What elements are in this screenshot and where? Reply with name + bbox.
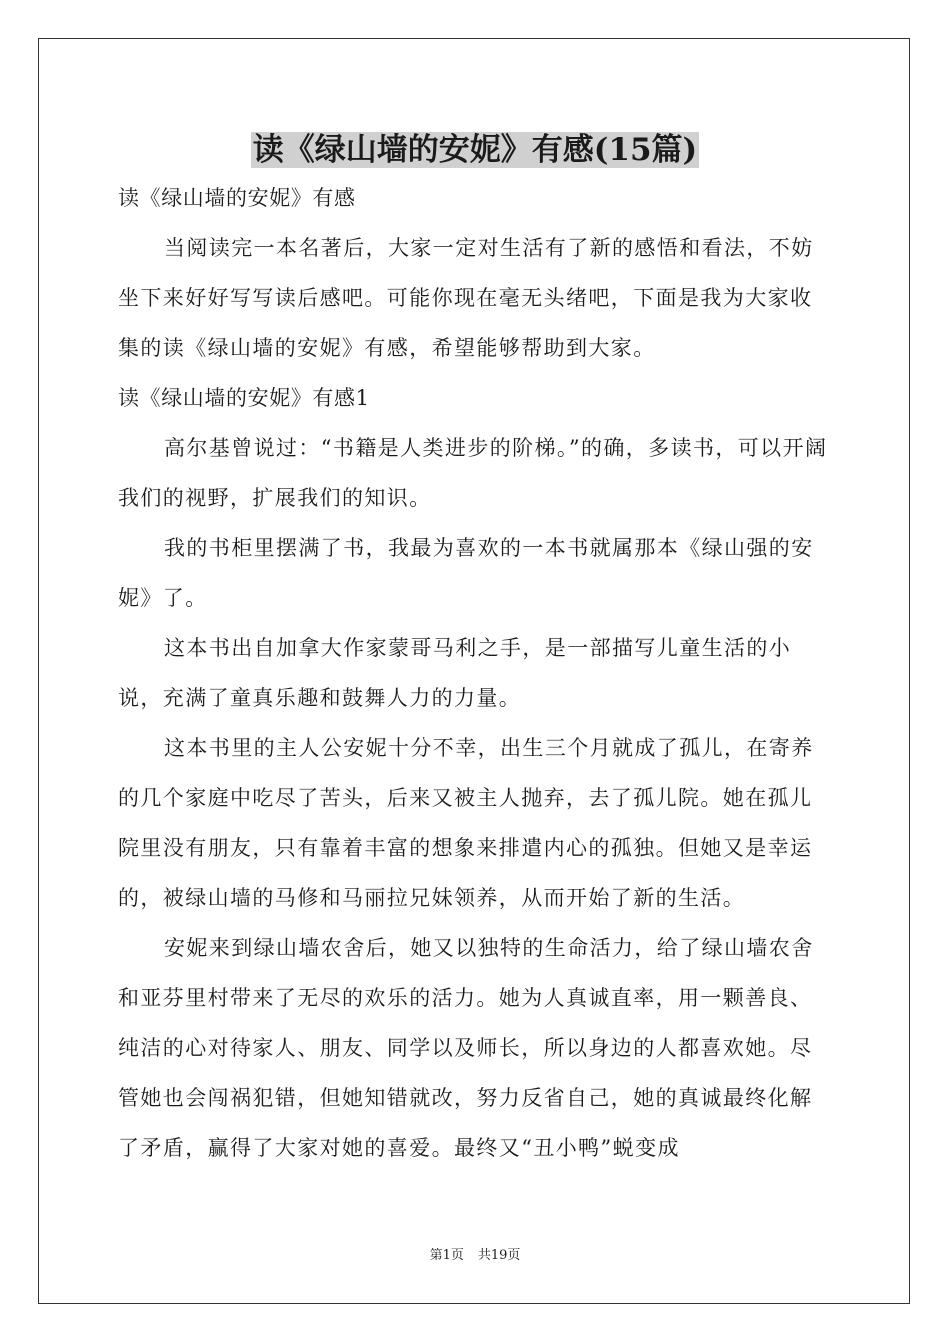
document-title-text: 读《绿山墙的安妮》有感(15篇) — [252, 132, 698, 168]
paragraph: 高尔基曾说过：“书籍是人类进步的阶梯。”的确，多读书，可以开阔我们的视野，扩展我们的知识。 — [118, 436, 828, 510]
paragraph: 这本书里的主人公安妮十分不幸，出生三个月就成了孤儿，在寄养的几个家庭中吃尽了苦头，后来又被主人抛弃，去了孤儿院。她在孤儿院里没有朋友，只有靠着丰富的想象来排遣内心的孤独。但她又是幸运的，被绿山墙的马修和马丽拉兄妹领养，从而开始了新的生活。 — [118, 736, 814, 910]
paragraph: 当阅读完一本名著后，大家一定对生活有了新的感悟和看法，不妨坐下来好好写写读后感吧。可能你现在毫无头绪吧，下面是我为大家收集的读《绿山墙的安妮》有感，希望能够帮助到大家。 — [118, 236, 814, 360]
section-heading: 读《绿山墙的安妮》有感 — [118, 186, 356, 210]
page-total: 共19页 — [477, 1248, 521, 1263]
section-heading: 读《绿山墙的安妮》有感1 — [118, 386, 370, 410]
paragraph: 我的书柜里摆满了书，我最为喜欢的一本书就属那本《绿山强的安妮》了。 — [118, 536, 814, 610]
paragraph: 这本书出自加拿大作家蒙哥马利之手，是一部描写儿童生活的小说，充满了童真乐趣和鼓舞人力的力量。 — [118, 636, 792, 710]
paragraph: 安妮来到绿山墙农舍后，她又以独特的生命活力，给了绿山墙农舍和亚芬里村带来了无尽的欢乐的活力。她为人真诚直率，用一颗善良、纯洁的心对待家人、朋友、同学以及师长，所以身边的人都喜欢她。尽管她也会闯祸犯错，但她知错就改，努力反省自己，她的真诚最终化解了矛盾，赢得了大家对她的喜爱。最终又“丑小鸭”蜕变成 — [118, 936, 814, 1160]
page-number: 第1页 — [429, 1248, 464, 1263]
document-body — [118, 173, 834, 1173]
page-footer — [0, 1246, 950, 1266]
document-title — [0, 123, 950, 177]
